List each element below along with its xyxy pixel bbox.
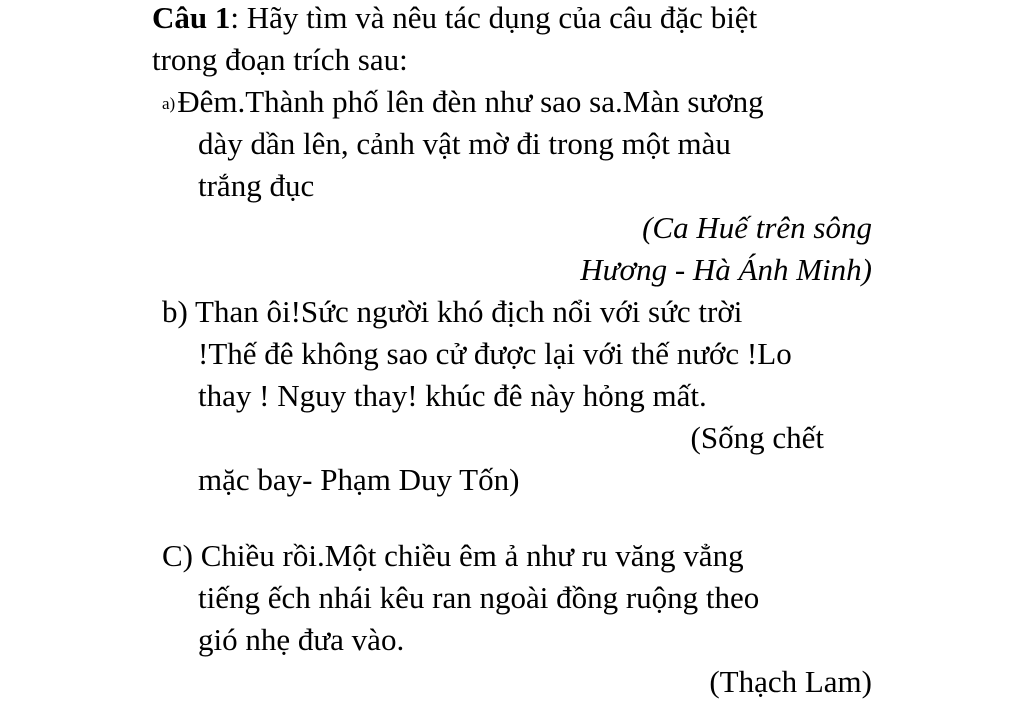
item-a-line-2: dày dần lên, cảnh vật mờ đi trong một màu [198,126,731,161]
item-a-line-3: trắng đục [198,168,315,203]
item-c-line-1 [162,538,744,574]
item-a-source-2: Hương - Hà Ánh Minh) [580,252,872,287]
item-b-line-1 [162,294,742,330]
item-c-text-1: Chiều rồi.Một chiều êm ả như ru văng vẳng [200,538,744,573]
question-line-2: trong đoạn trích sau: [152,42,408,77]
item-c-line-2: tiếng ếch nhái kêu ran ngoài đồng ruộng theo [198,580,760,615]
item-b-marker: b) [162,294,188,329]
item-b-line-3: thay ! Nguy thay! khúc đê này hỏng mất. [198,378,707,413]
item-c-line-3: gió nhẹ đưa vào. [198,622,405,657]
item-b-source-1: (Sống chết [690,420,824,455]
item-b-line-2: !Thế đê không sao cử được lại với thế nước !Lo [198,336,792,371]
question-line-1 [152,0,757,36]
item-b-text-1: Than ôi!Sức người khó địch nổi với sức trời [195,294,743,329]
question-label: Câu 1 [152,0,231,35]
item-b-source-2: mặc bay- Phạm Duy Tốn) [198,462,520,497]
item-a-source-1: (Ca Huế trên sông [642,210,872,245]
item-a-line-1 [162,84,764,122]
item-a-text-1: Đêm.Thành phố lên đèn như sao sa.Màn sương [177,84,764,119]
question-text-1: : Hãy tìm và nêu tác dụng của câu đặc biệt [230,0,758,35]
item-c-source-1: (Thạch Lam) [709,664,872,699]
item-a-marker: a) [162,94,176,113]
item-c-marker: C) [162,538,193,573]
